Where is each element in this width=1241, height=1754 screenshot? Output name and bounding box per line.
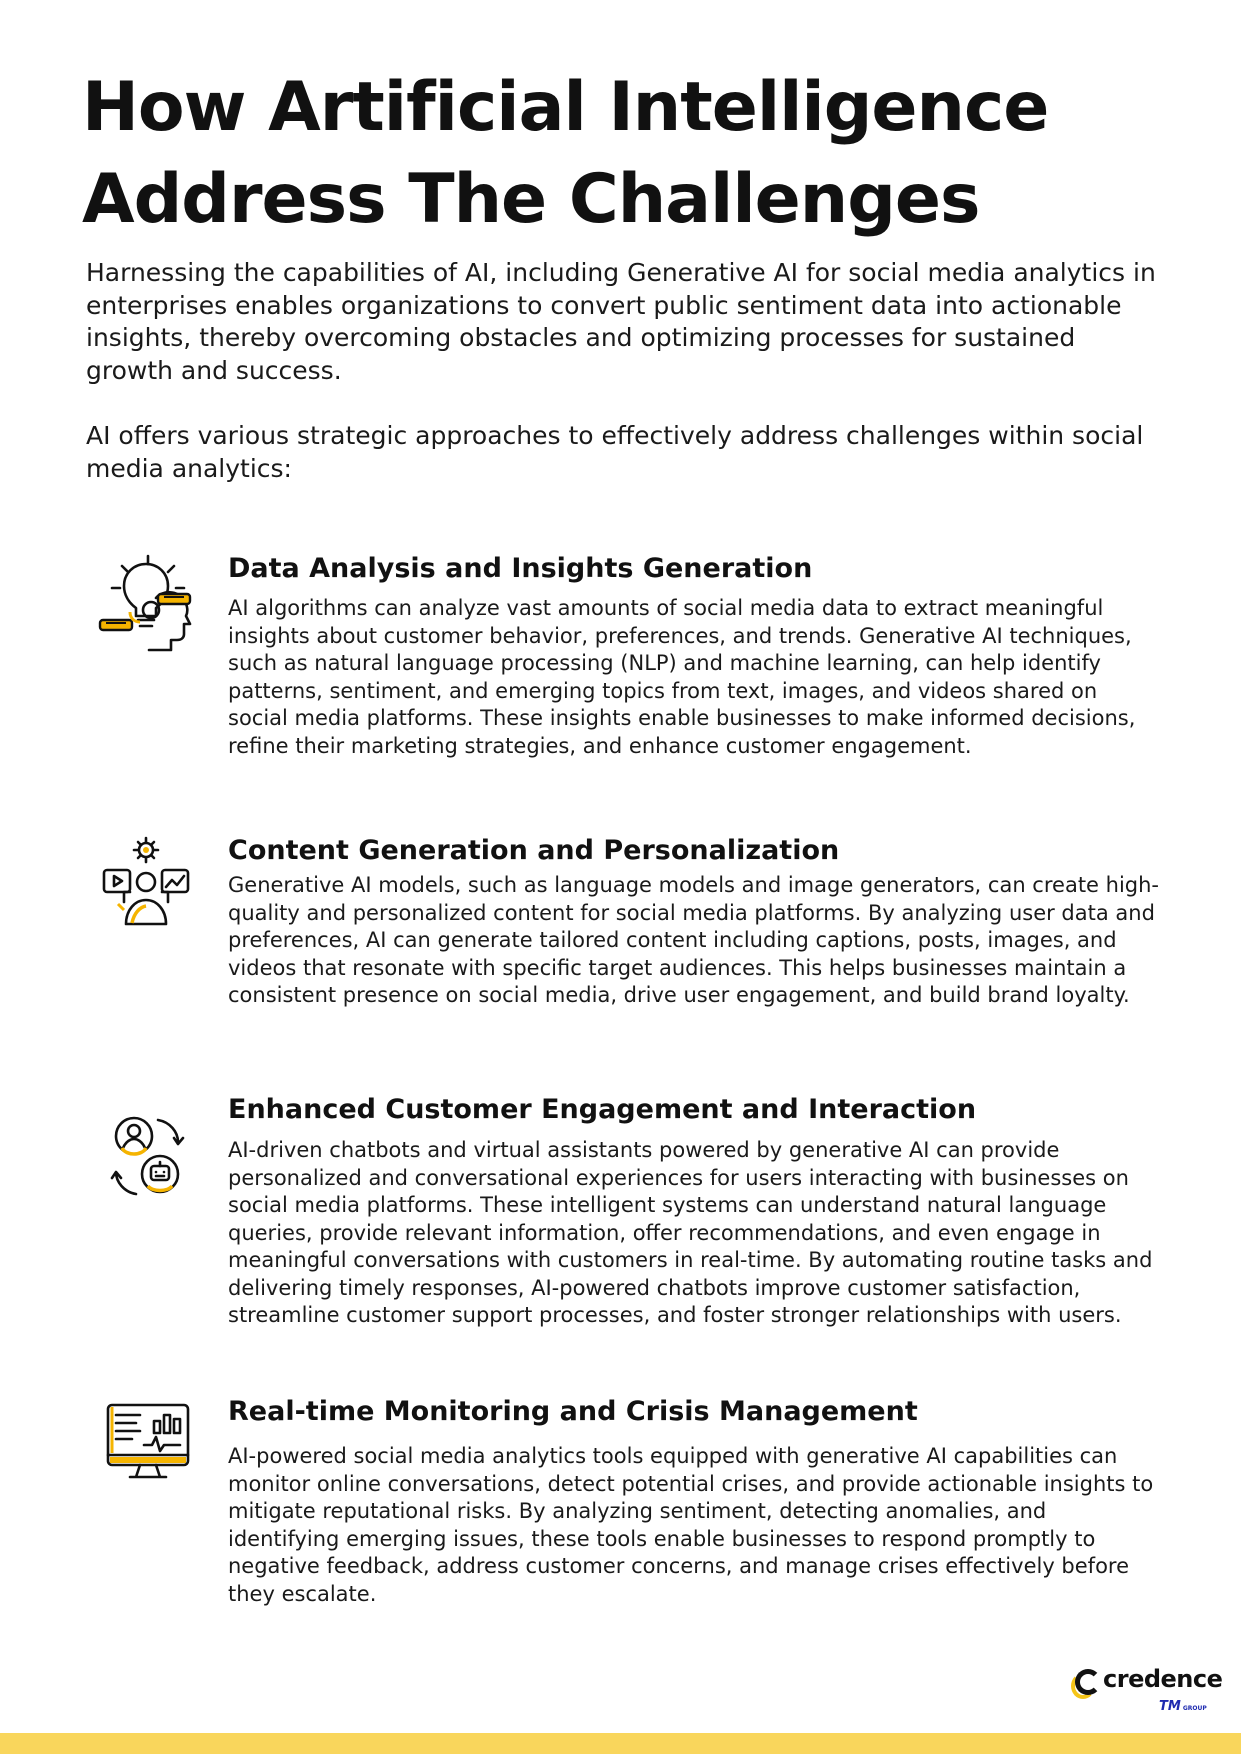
content-creator-icon	[96, 832, 200, 936]
section-body: Generative AI models, such as language models and image generators, can create high-quality and personalized content for social media platforms. By analyzing user data and preferences, AI can generate tailored content including captions, posts, images, and videos that resonate with specific target audiences. This helps businesses maintain a consistent presence on social media, drive user engagement, and build brand loyalty.	[228, 873, 1160, 1007]
logo-group-tm: TM	[1159, 1699, 1181, 1714]
footer-bar	[0, 1733, 1241, 1754]
intro-paragraph-2: AI offers various strategic approaches to effectively address challenges within social media analytics:	[86, 421, 1144, 483]
credence-logo	[1075, 1665, 1225, 1725]
logo-group-mark	[1159, 1699, 1207, 1714]
section-title: Enhanced Customer Engagement and Interaction	[228, 1094, 977, 1125]
intro-paragraph-1: Harnessing the capabilities of AI, including Generative AI for social media analytics in enterprises enables organizations to convert public sentiment data into actionable insights, thereby overcoming obstacles and optimizing processes for sustained growth and success.	[86, 258, 1156, 385]
monitor-dashboard-icon	[96, 1395, 200, 1499]
user-bot-exchange-icon	[96, 1106, 200, 1210]
logo-mark	[1075, 1669, 1101, 1695]
section-title: Data Analysis and Insights Generation	[228, 553, 813, 584]
page-title	[82, 62, 1162, 246]
lightbulb-head-icon	[96, 550, 200, 654]
logo-group-text: GROUP	[1182, 1705, 1207, 1712]
section-title: Real-time Monitoring and Crisis Management	[228, 1396, 918, 1427]
section-body: AI-driven chatbots and virtual assistants powered by generative AI can provide personalized and conversational experiences for users interacting with businesses on social media platforms. These intelligent systems can understand natural language queries, provide relevant information, offer recommendations, and even engage in meaningful conversations with customers in real-time. By automating routine tasks and delivering timely responses, AI-powered chatbots improve customer satisfaction, streamline customer support processes, and foster stronger relationships with users.	[228, 1138, 1153, 1327]
section-body: AI-powered social media analytics tools equipped with generative AI capabilities can monitor online conversations, detect potential crises, and provide actionable insights to mitigate reputational risks. By analyzing sentiment, detecting anomalies, and identifying emerging issues, these tools enable businesses to respond promptly to negative feedback, address customer concerns, and manage crises effectively before they escalate.	[228, 1444, 1154, 1606]
section-title: Content Generation and Personalization	[228, 835, 840, 866]
logo-wordmark: credence	[1103, 1665, 1223, 1693]
page-title-line-1: How Artificial Intelligence	[82, 68, 1049, 147]
page-title-line-2: Address The Challenges	[82, 160, 980, 239]
section-body: AI algorithms can analyze vast amounts of social media data to extract meaningful insights about customer behavior, preferences, and trends. Generative AI techniques, such as natural language processing (NLP) and machine learning, can help identify patterns, sentiment, and emerging topics from text, images, and videos shared on social media platforms. These insights enable businesses to make informed decisions, refine their marketing strategies, and enhance customer engagement.	[228, 596, 1136, 758]
